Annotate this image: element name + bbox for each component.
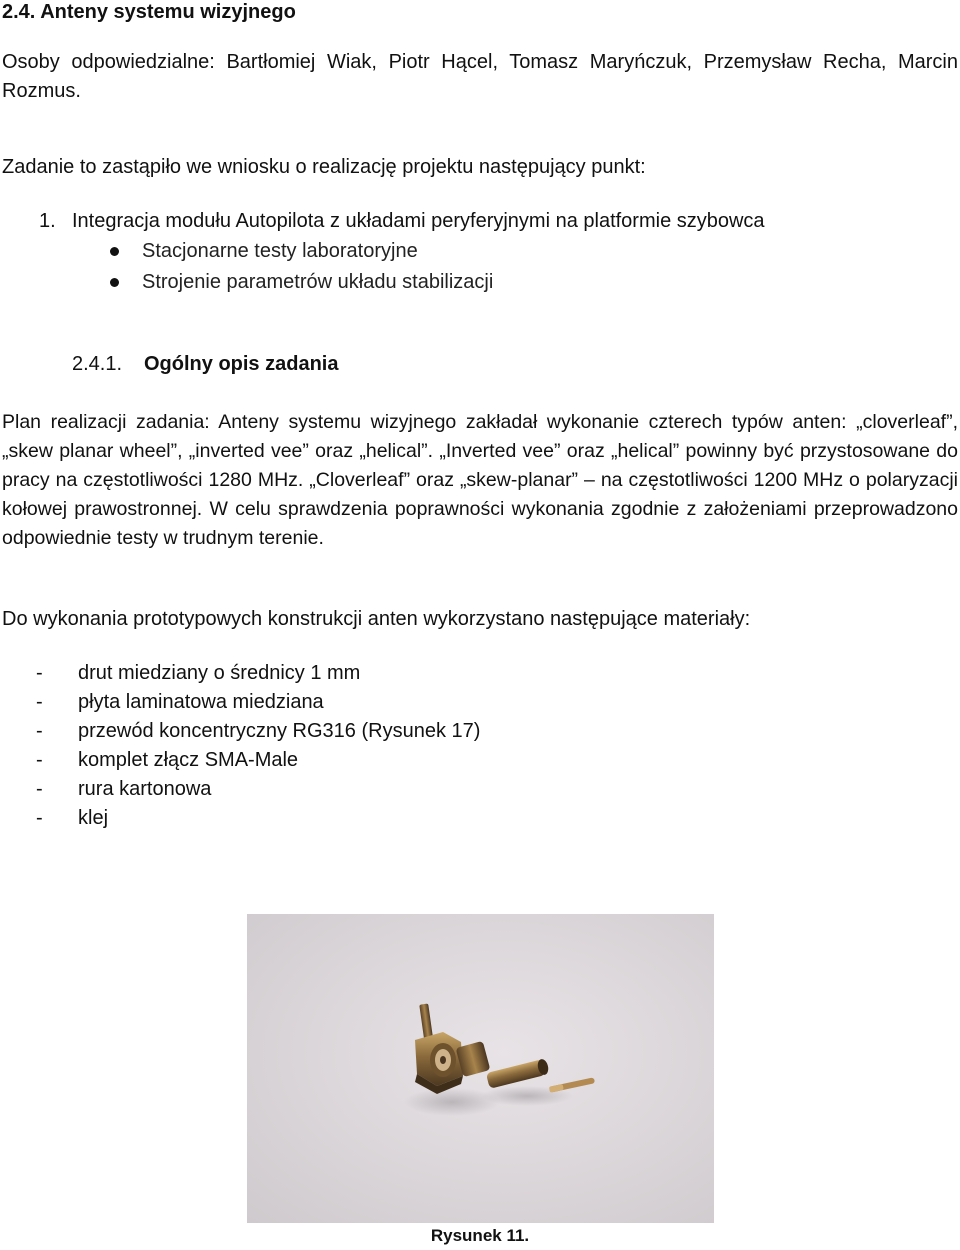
material-text: drut miedziany o średnicy 1 mm: [78, 662, 361, 684]
sma-connector-illustration: [247, 914, 714, 1223]
intro-paragraph: Zadanie to zastąpiło we wniosku o realizację projektu następujący punkt:: [2, 156, 646, 178]
list-item: [36, 746, 480, 775]
dash-marker: -: [36, 662, 43, 684]
numbered-item-number: 1.: [39, 210, 56, 232]
connector-photo: [247, 914, 714, 1223]
bullet-icon: [110, 247, 119, 256]
bullet-text: Stacjonarne testy laboratoryjne: [142, 240, 418, 262]
subsection-heading: [72, 350, 338, 378]
bullet-text: Strojenie parametrów układu stabilizacji: [142, 271, 494, 293]
dash-marker: -: [36, 720, 43, 742]
subsection-title: Ogólny opis zadania: [144, 353, 339, 375]
material-text: klej: [78, 807, 109, 829]
material-text: rura kartonowa: [78, 778, 212, 800]
dash-marker: -: [36, 807, 43, 829]
list-item: [36, 717, 480, 746]
section-title: Anteny systemu wizyjnego: [40, 1, 296, 23]
material-text: płyta laminatowa miedziana: [78, 691, 324, 713]
responsible-persons: Osoby odpowiedzialne: Bartłomiej Wiak, Piotr Hącel, Tomasz Maryńczuk, Przemysław Recha, Marcin Rozmus.: [2, 51, 958, 102]
list-item: [110, 236, 493, 267]
material-text: przewód koncentryczny RG316 (Rysunek 17): [78, 720, 481, 742]
bullet-icon: [110, 278, 119, 287]
crimp-sleeve-shape: [486, 1058, 550, 1089]
dash-marker: -: [36, 749, 43, 771]
numbered-item-text: Integracja modułu Autopilota z układami peryferyjnymi na platformie szybowca: [72, 210, 765, 232]
list-item: [36, 688, 480, 717]
bullet-list: [110, 236, 493, 298]
figure-caption: Rysunek 11.: [430, 1226, 530, 1245]
materials-list: [36, 659, 480, 833]
sma-connector-shape: [415, 1032, 490, 1094]
list-item: [110, 267, 493, 298]
section-number: 2.4.: [2, 1, 36, 23]
dash-marker: -: [36, 778, 43, 800]
dash-marker: -: [36, 691, 43, 713]
material-text: komplet złącz SMA-Male: [78, 749, 299, 771]
plan-paragraph: Plan realizacji zadania: Anteny systemu wizyjnego zakładał wykonanie czterech typów anten: „cloverleaf”, „skew planar wheel”, „inverted vee” oraz „helical”. „Inverted vee” oraz „helical” powinny być przystosowane do pracy na częstotliwości 1280 MHz. „Cloverleaf” oraz „skew-planar” – na częstotliwości 1200 MHz o polaryzacji kołowej prawostronnej. W celu sprawdzenia poprawności wykonania zgodnie z założeniami przeprowadzono odpowiednie testy w trudnym terenie.: [2, 411, 958, 549]
list-item: [36, 659, 480, 688]
list-item: [36, 804, 480, 833]
subsection-number: 2.4.1.: [72, 353, 123, 375]
list-item: [36, 775, 480, 804]
numbered-item: [39, 206, 765, 236]
materials-intro: Do wykonania prototypowych konstrukcji anten wykorzystano następujące materiały:: [2, 608, 751, 630]
contact-pin-shape: [549, 1077, 595, 1092]
section-heading: [2, 0, 296, 24]
